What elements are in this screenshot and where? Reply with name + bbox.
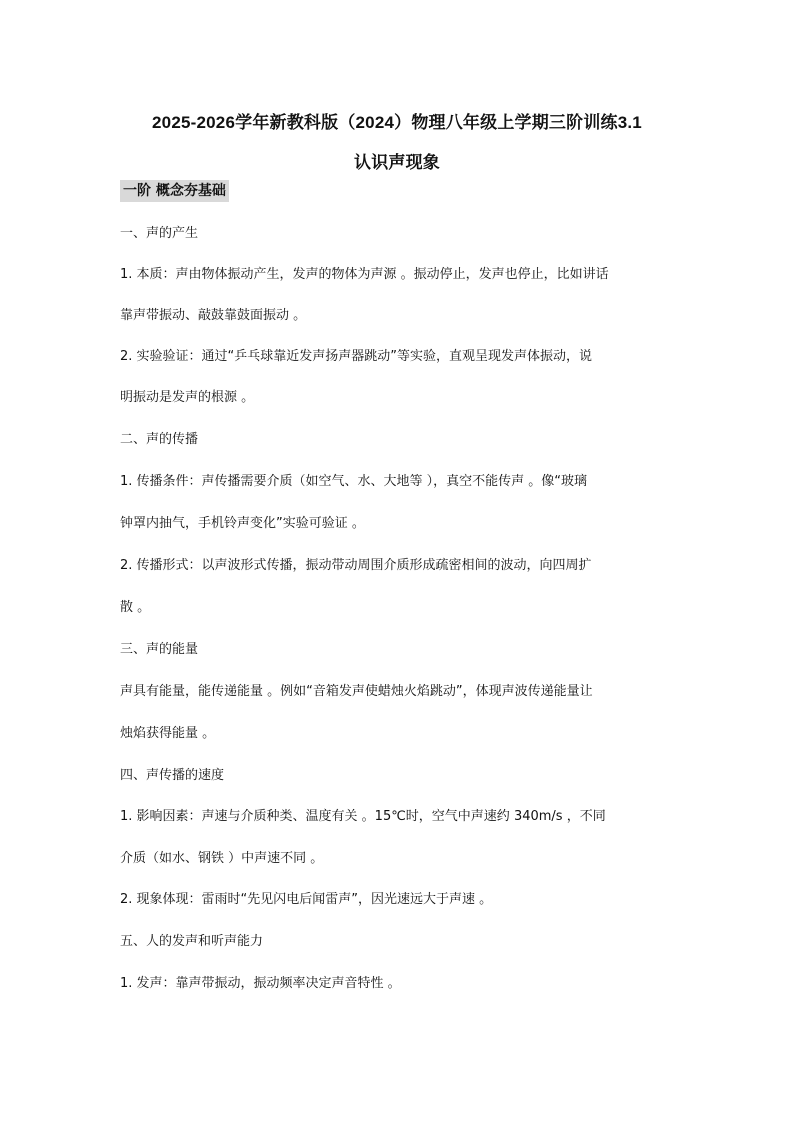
paragraph-line: 明振动是发声的根源 。 xyxy=(120,390,255,405)
heading-sound-production: 一、声的产生 xyxy=(120,226,199,241)
paragraph-line: 1. 传播条件：声传播需要介质（如空气、水、大地等 ），真空不能传声 。像“玻璃 xyxy=(120,474,588,489)
paragraph-line: 烛焰获得能量 。 xyxy=(120,726,216,741)
paragraph-line: 2. 实验验证：通过“乒乓球靠近发声扬声器跳动”等实验，直观呈现发声体振动，说 xyxy=(120,349,593,364)
paragraph-line: 介质（如水、钢铁 ）中声速不同 。 xyxy=(120,851,324,866)
paragraph-line: 靠声带振动、敲鼓靠鼓面振动 。 xyxy=(120,308,307,323)
heading-sound-energy: 三、声的能量 xyxy=(120,642,199,657)
heading-human-voice-hearing: 五、人的发声和听声能力 xyxy=(120,934,264,949)
paragraph-line: 1. 本质：声由物体振动产生，发声的物体为声源 。振动停止，发声也停止，比如讲话 xyxy=(120,267,609,282)
document-title-line-1: 2025-2026学年新教科版（2024）物理八年级上学期三阶训练3.1 xyxy=(152,113,642,132)
section-tag-level-one: 一阶 概念夯基础 xyxy=(120,180,229,202)
paragraph-line: 2. 现象体现：雷雨时“先见闪电后闻雷声”，因光速远大于声速 。 xyxy=(120,892,493,907)
paragraph-line: 散 。 xyxy=(120,600,151,615)
paragraph-line: 钟罩内抽气，手机铃声变化”实验可验证 。 xyxy=(120,516,365,531)
paragraph-line: 2. 传播形式：以声波形式传播，振动带动周围介质形成疏密相间的波动，向四周扩 xyxy=(120,558,592,573)
heading-sound-propagation: 二、声的传播 xyxy=(120,432,199,447)
document-title-line-2: 认识声现象 xyxy=(354,153,440,172)
paragraph-line: 声具有能量，能传递能量 。例如“音箱发声使蜡烛火焰跳动”，体现声波传递能量让 xyxy=(120,684,593,699)
paragraph-line: 1. 发声：靠声带振动，振动频率决定声音特性 。 xyxy=(120,976,401,991)
paragraph-line: 1. 影响因素：声速与介质种类、温度有关 。15℃时，空气中声速约 340m/s ，不同 xyxy=(120,809,606,824)
heading-sound-speed: 四、声传播的速度 xyxy=(120,768,225,783)
